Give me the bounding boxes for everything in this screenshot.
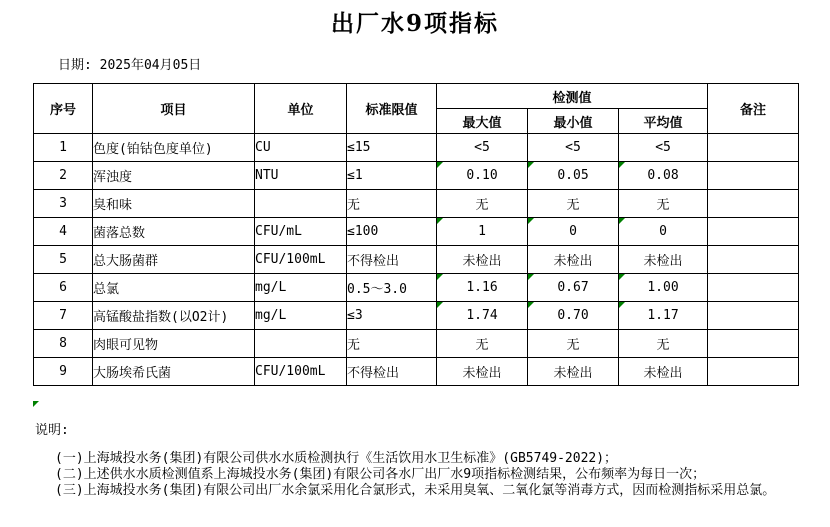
cell-limit: 0.5～3.0	[347, 274, 437, 302]
table-row	[34, 190, 799, 218]
cell-max: 未检出	[437, 358, 528, 386]
cell-no: 7	[34, 302, 93, 330]
cell-avg: <5	[619, 134, 708, 162]
cell-min: 0	[528, 218, 619, 246]
cell-item: 浑浊度	[93, 162, 255, 190]
cell-avg: 1.17	[619, 302, 708, 330]
cell-no: 2	[34, 162, 93, 190]
cell-remark	[708, 330, 799, 358]
cell-min: 未检出	[528, 246, 619, 274]
cell-max: 1.16	[437, 274, 528, 302]
indicators-table	[33, 83, 799, 386]
cell-min: <5	[528, 134, 619, 162]
table-row	[34, 218, 799, 246]
cell-min: 无	[528, 330, 619, 358]
cell-remark	[708, 358, 799, 386]
cell-item: 高锰酸盐指数(以O2计)	[93, 302, 255, 330]
note-line: (三)上海城投水务(集团)有限公司出厂水余氯采用化合氯形式，未采用臭氧、二氧化氯等消毒方式，因而检测指标采用总氯。	[55, 483, 776, 498]
cell-no: 9	[34, 358, 93, 386]
cell-limit: 无	[347, 330, 437, 358]
header-unit: 单位	[255, 84, 347, 134]
cell-min: 无	[528, 190, 619, 218]
cell-limit: ≤3	[347, 302, 437, 330]
header-avg: 平均值	[619, 109, 708, 134]
cell-item: 菌落总数	[93, 218, 255, 246]
cell-item: 臭和味	[93, 190, 255, 218]
note-line: (二)上述供水水质检测值系上海城投水务(集团)有限公司各水厂出厂水9项指标检测结果，公布频率为每日一次；	[55, 467, 706, 482]
cell-unit: CFU/100mL	[255, 358, 347, 386]
cell-max: 未检出	[437, 246, 528, 274]
table-row	[34, 162, 799, 190]
cell-min: 0.70	[528, 302, 619, 330]
cell-limit: ≤1	[347, 162, 437, 190]
cell-max: 无	[437, 190, 528, 218]
cell-item: 大肠埃希氏菌	[93, 358, 255, 386]
cell-remark	[708, 246, 799, 274]
header-remark: 备注	[708, 84, 799, 134]
cell-max: <5	[437, 134, 528, 162]
table-row	[34, 134, 799, 162]
cell-remark	[708, 162, 799, 190]
cell-min: 0.67	[528, 274, 619, 302]
cell-avg: 未检出	[619, 246, 708, 274]
header-min: 最小值	[528, 109, 619, 134]
cell-unit	[255, 190, 347, 218]
header-max: 最大值	[437, 109, 528, 134]
cell-remark	[708, 190, 799, 218]
table-row	[34, 274, 799, 302]
cell-no: 3	[34, 190, 93, 218]
table-row	[34, 302, 799, 330]
cell-item: 总大肠菌群	[93, 246, 255, 274]
cell-max: 1	[437, 218, 528, 246]
header-detection: 检测值	[437, 84, 708, 109]
header-row-top	[34, 84, 799, 109]
report-date: 日期: 2025年04月05日	[58, 58, 202, 73]
cell-no: 6	[34, 274, 93, 302]
cell-no: 1	[34, 134, 93, 162]
cell-avg: 0.08	[619, 162, 708, 190]
cell-limit: ≤15	[347, 134, 437, 162]
notes-block	[55, 451, 775, 499]
notes-label: 说明:	[35, 423, 69, 438]
cell-no: 5	[34, 246, 93, 274]
cell-limit: 不得检出	[347, 358, 437, 386]
page-title: 出厂水9项指标	[330, 10, 499, 37]
cell-remark	[708, 218, 799, 246]
cell-limit: 不得检出	[347, 246, 437, 274]
cell-item: 总氯	[93, 274, 255, 302]
cell-remark	[708, 274, 799, 302]
header-limit: 标准限值	[347, 84, 437, 134]
cell-max: 无	[437, 330, 528, 358]
cell-no: 4	[34, 218, 93, 246]
cell-avg: 无	[619, 330, 708, 358]
note-line: (一)上海城投水务(集团)有限公司供水水质检测执行《生活饮用水卫生标准》(GB5749-2022)；	[55, 451, 618, 466]
cell-min: 未检出	[528, 358, 619, 386]
cell-unit: CFU/100mL	[255, 246, 347, 274]
header-no: 序号	[34, 84, 93, 134]
cell-remark	[708, 302, 799, 330]
cell-unit: mg/L	[255, 302, 347, 330]
cell-avg: 无	[619, 190, 708, 218]
excel-corner-flag-icon	[33, 401, 39, 407]
cell-limit: ≤100	[347, 218, 437, 246]
cell-unit	[255, 330, 347, 358]
cell-unit: mg/L	[255, 274, 347, 302]
cell-limit: 无	[347, 190, 437, 218]
cell-avg: 0	[619, 218, 708, 246]
cell-no: 8	[34, 330, 93, 358]
table-row	[34, 246, 799, 274]
cell-unit: CFU/mL	[255, 218, 347, 246]
cell-item: 肉眼可见物	[93, 330, 255, 358]
table-row	[34, 358, 799, 386]
cell-min: 0.05	[528, 162, 619, 190]
cell-avg: 未检出	[619, 358, 708, 386]
cell-max: 1.74	[437, 302, 528, 330]
cell-avg: 1.00	[619, 274, 708, 302]
table-row	[34, 330, 799, 358]
cell-max: 0.10	[437, 162, 528, 190]
cell-unit: NTU	[255, 162, 347, 190]
cell-remark	[708, 134, 799, 162]
cell-unit: CU	[255, 134, 347, 162]
cell-item: 色度(铂钴色度单位)	[93, 134, 255, 162]
header-item: 项目	[93, 84, 255, 134]
